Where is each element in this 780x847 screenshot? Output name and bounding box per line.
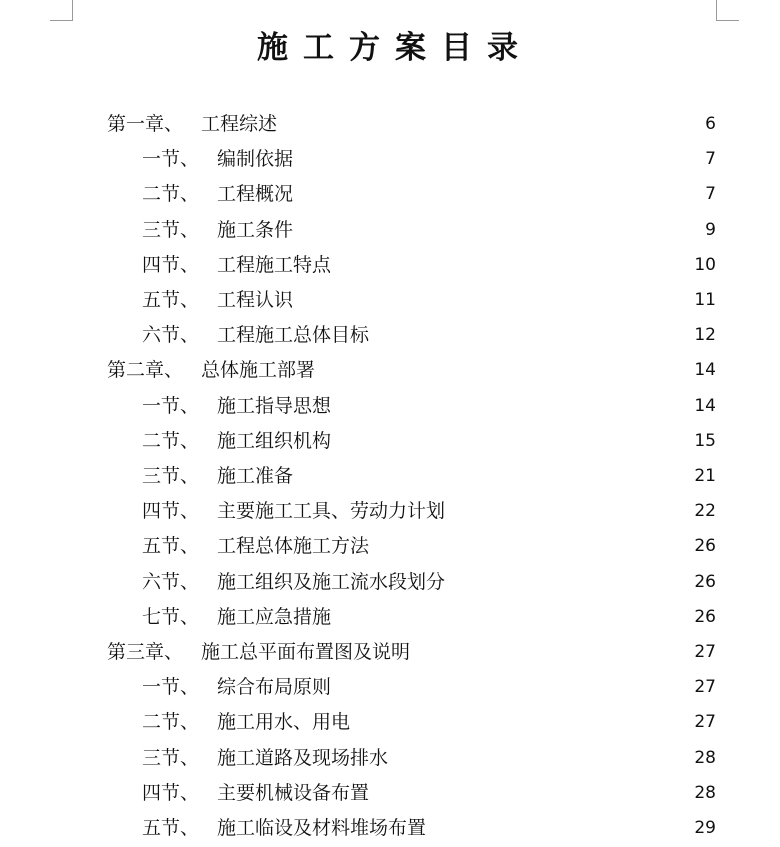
toc-entry-prefix: 一节、 [142, 148, 200, 171]
toc-entry[interactable] [0, 529, 780, 564]
toc-entry[interactable] [0, 635, 780, 670]
toc-page-number: 15 [694, 430, 716, 451]
toc-page-number: 28 [694, 782, 716, 803]
toc-chapter-label [107, 107, 277, 142]
toc-chapter-label [107, 635, 410, 670]
toc-entry-text: 施工指导思想 [217, 394, 332, 417]
toc-section-label [142, 494, 445, 529]
toc-entry-prefix: 六节、 [142, 324, 200, 347]
toc-page-number: 9 [705, 219, 716, 240]
toc-page-number: 27 [694, 642, 716, 662]
toc-entry-prefix: 七节、 [142, 605, 200, 628]
toc-entry-prefix: 三节、 [142, 465, 200, 487]
toc-page-number: 26 [694, 536, 716, 557]
toc-entry[interactable] [0, 705, 780, 740]
toc-page-number: 7 [705, 184, 716, 205]
toc-entry-text: 施工组织机构 [217, 429, 332, 452]
toc-page-number: 27 [694, 677, 716, 698]
toc-entry-prefix: 五节、 [142, 817, 200, 839]
toc-page-number: 22 [694, 501, 716, 522]
toc-entry-text: 施工准备 [217, 465, 294, 487]
toc-page-number: 26 [694, 606, 716, 627]
toc-entry-prefix: 二节、 [142, 711, 200, 734]
margin-corner-mark-left [50, 0, 73, 21]
toc-entry-text: 主要机械设备布置 [217, 781, 370, 804]
toc-entry-text: 工程施工总体目标 [217, 324, 370, 347]
margin-corner-mark-right [716, 0, 739, 21]
toc-section-label [142, 670, 331, 705]
toc-entry[interactable] [0, 600, 780, 635]
toc-entry[interactable] [0, 811, 780, 846]
toc-page-number: 26 [694, 571, 716, 592]
toc-entry-text: 施工组织及施工流水段划分 [217, 570, 446, 593]
toc-entry-prefix: 第三章、 [107, 641, 184, 663]
toc-entry[interactable] [0, 248, 780, 283]
toc-entry-text: 工程总体施工方法 [217, 535, 370, 558]
toc-entry-text: 施工应急措施 [217, 605, 332, 628]
toc-entry-text: 编制依据 [217, 148, 294, 171]
toc-page-number: 27 [694, 712, 716, 733]
toc-entry-prefix: 一节、 [142, 394, 200, 417]
toc-section-label [142, 600, 331, 635]
toc-entry[interactable] [0, 670, 780, 705]
toc-section-label [142, 459, 293, 494]
toc-entry-prefix: 五节、 [142, 289, 200, 311]
toc-section-label [142, 177, 293, 212]
toc-page-number: 29 [694, 818, 716, 838]
toc-page-number: 10 [694, 254, 716, 275]
toc-section-label [142, 741, 388, 776]
toc-page-number: 7 [705, 149, 716, 170]
toc-section-label [142, 283, 293, 318]
toc-entry[interactable] [0, 494, 780, 529]
toc-section-label [142, 565, 445, 600]
toc-entry-prefix: 一节、 [142, 676, 200, 699]
toc-page-number: 11 [694, 290, 716, 310]
page-title: 施工方案目录 [257, 30, 533, 66]
toc-page-number: 6 [705, 114, 716, 134]
toc-entry-text: 施工用水、用电 [217, 711, 351, 734]
toc-entry-prefix: 六节、 [142, 570, 200, 593]
toc-entry-prefix: 二节、 [142, 183, 200, 206]
toc-section-label [142, 318, 369, 353]
toc-page-number: 14 [694, 395, 716, 416]
toc-entry-text: 工程施工特点 [217, 253, 332, 276]
toc-section-label [142, 142, 293, 177]
toc-entry-text: 工程概况 [217, 183, 294, 206]
toc-entry-text: 总体施工部署 [201, 359, 316, 382]
toc-section-label [142, 389, 331, 424]
toc-entry-text: 工程认识 [217, 289, 294, 311]
toc-entry[interactable] [0, 142, 780, 177]
toc-entry-text: 工程综述 [201, 113, 278, 135]
toc-entry-prefix: 第一章、 [107, 113, 184, 135]
toc-section-label [142, 776, 369, 811]
toc-entry-text: 施工临设及材料堆场布置 [217, 817, 427, 839]
toc-entry[interactable] [0, 353, 780, 388]
toc-section-label [142, 529, 369, 564]
toc-page-number: 21 [694, 466, 716, 486]
toc-entry-text: 施工条件 [217, 218, 294, 241]
toc-entry-text: 综合布局原则 [217, 676, 332, 699]
toc-entry-prefix: 第二章、 [107, 359, 184, 382]
toc-entry-prefix: 五节、 [142, 535, 200, 558]
toc-page-number: 14 [694, 360, 716, 381]
toc-section-label [142, 424, 331, 459]
toc-entry[interactable] [0, 565, 780, 600]
toc-section-label [142, 213, 293, 248]
toc-entry[interactable] [0, 177, 780, 212]
toc-entry[interactable] [0, 283, 780, 318]
toc-section-label [142, 248, 331, 283]
toc-entry-prefix: 三节、 [142, 218, 200, 241]
toc-entry-prefix: 四节、 [142, 500, 200, 523]
toc-page-number: 12 [694, 325, 716, 346]
toc-entry-text: 主要施工工具、劳动力计划 [217, 500, 446, 523]
toc-entry[interactable] [0, 424, 780, 459]
toc-entry[interactable] [0, 107, 780, 142]
toc-entry[interactable] [0, 776, 780, 811]
toc-section-label [142, 811, 426, 846]
toc-entry-prefix: 三节、 [142, 746, 200, 769]
toc-entry-prefix: 四节、 [142, 781, 200, 804]
toc-entry-text: 施工总平面布置图及说明 [201, 641, 411, 663]
toc-entry[interactable] [0, 741, 780, 776]
toc-entry-prefix: 二节、 [142, 429, 200, 452]
toc-entry[interactable] [0, 318, 780, 353]
toc-entry[interactable] [0, 389, 780, 424]
toc-chapter-label [107, 353, 315, 388]
toc-entry[interactable] [0, 213, 780, 248]
toc-entry[interactable] [0, 459, 780, 494]
toc-section-label [142, 705, 350, 740]
toc-entry-prefix: 四节、 [142, 253, 200, 276]
toc-entry-text: 施工道路及现场排水 [217, 746, 389, 769]
toc-page-number: 28 [694, 747, 716, 768]
